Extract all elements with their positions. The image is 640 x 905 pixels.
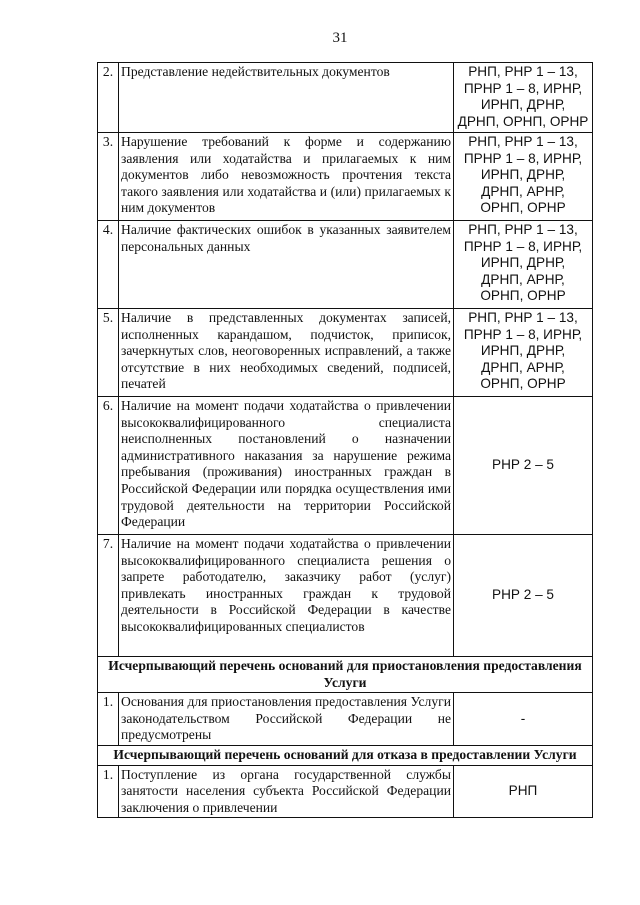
page-number: 31 — [332, 30, 348, 46]
row-description: Наличие фактических ошибок в указанных заявителем персональных данных — [119, 221, 454, 309]
section-title-refuse: Исчерпывающий перечень оснований для отказа в предоставлении Услуги — [98, 745, 593, 765]
table-row — [98, 397, 593, 535]
row-codes: РНП, РНР 1 – 13, ПРНР 1 – 8, ИРНР, ИРНП, ДРНР, ДРНП, ОРНП, ОРНР — [454, 63, 593, 133]
row-description: Нарушение требований к форме и содержанию заявления или ходатайства и прилагаемых к ним документов либо невозможность прочтения текста такого заявления или ходатайства и (или) прилагаемых к ним документов — [119, 133, 454, 221]
row-codes: РНП — [454, 765, 593, 818]
row-codes: РНП, РНР 1 – 13, ПРНР 1 – 8, ИРНР, ИРНП, ДРНР, ДРНП, АРНР, ОРНП, ОРНР — [454, 221, 593, 309]
row-number: 4. — [98, 221, 119, 309]
row-description: Поступление из органа государственной службы занятости населения субъекта Российской Федерации заключения о привлечении — [119, 765, 454, 818]
row-description: Наличие на момент подачи ходатайства о привлечении высококвалифицированного специалиста неисполненных постановлений о назначении административного наказания за нарушение режима пребывания (проживания) иностранных граждан в Российской Федерации или порядка осуществления ими трудовой деятельности на территории Российской Федерации — [119, 397, 454, 535]
table-row — [98, 693, 593, 746]
row-codes: РНП, РНР 1 – 13, ПРНР 1 – 8, ИРНР, ИРНП, ДРНР, ДРНП, АРНР, ОРНП, ОРНР — [454, 309, 593, 397]
table-row — [98, 63, 593, 133]
row-codes: РНП, РНР 1 – 13, ПРНР 1 – 8, ИРНР, ИРНП, ДРНР, ДРНП, АРНР, ОРНП, ОРНР — [454, 133, 593, 221]
row-number: 5. — [98, 309, 119, 397]
row-codes: РНР 2 – 5 — [454, 397, 593, 535]
table-row — [98, 309, 593, 397]
row-number: 7. — [98, 535, 119, 657]
row-number: 6. — [98, 397, 119, 535]
row-number: 1. — [98, 765, 119, 818]
grounds-table — [97, 62, 593, 818]
row-number: 1. — [98, 693, 119, 746]
table-row — [98, 221, 593, 309]
table-row — [98, 765, 593, 818]
row-number: 2. — [98, 63, 119, 133]
table-row — [98, 133, 593, 221]
section-header-row — [98, 745, 593, 765]
row-description: Наличие в представленных документах записей, исполненных карандашом, подчисток, приписок, зачеркнутых слов, неоговоренных исправлений, а также отсутствие в них необходимых сведений, подписей, печатей — [119, 309, 454, 397]
section-header-row — [98, 657, 593, 693]
row-number: 3. — [98, 133, 119, 221]
row-codes: - — [454, 693, 593, 746]
table-row — [98, 535, 593, 657]
row-description: Основания для приостановления предоставления Услуги законодательством Российской Федерации не предусмотрены — [119, 693, 454, 746]
section-title-suspend: Исчерпывающий перечень оснований для приостановления предоставления Услуги — [98, 657, 593, 693]
row-description: Представление недействительных документов — [119, 63, 454, 133]
row-description: Наличие на момент подачи ходатайства о привлечении высококвалифицированного специалиста решения о запрете работодателю, заказчику работ (услуг) привлекать иностранных граждан к трудовой деятельности в Российской Федерации в качестве высококвалифицированных специалистов — [119, 535, 454, 657]
row-codes: РНР 2 – 5 — [454, 535, 593, 657]
